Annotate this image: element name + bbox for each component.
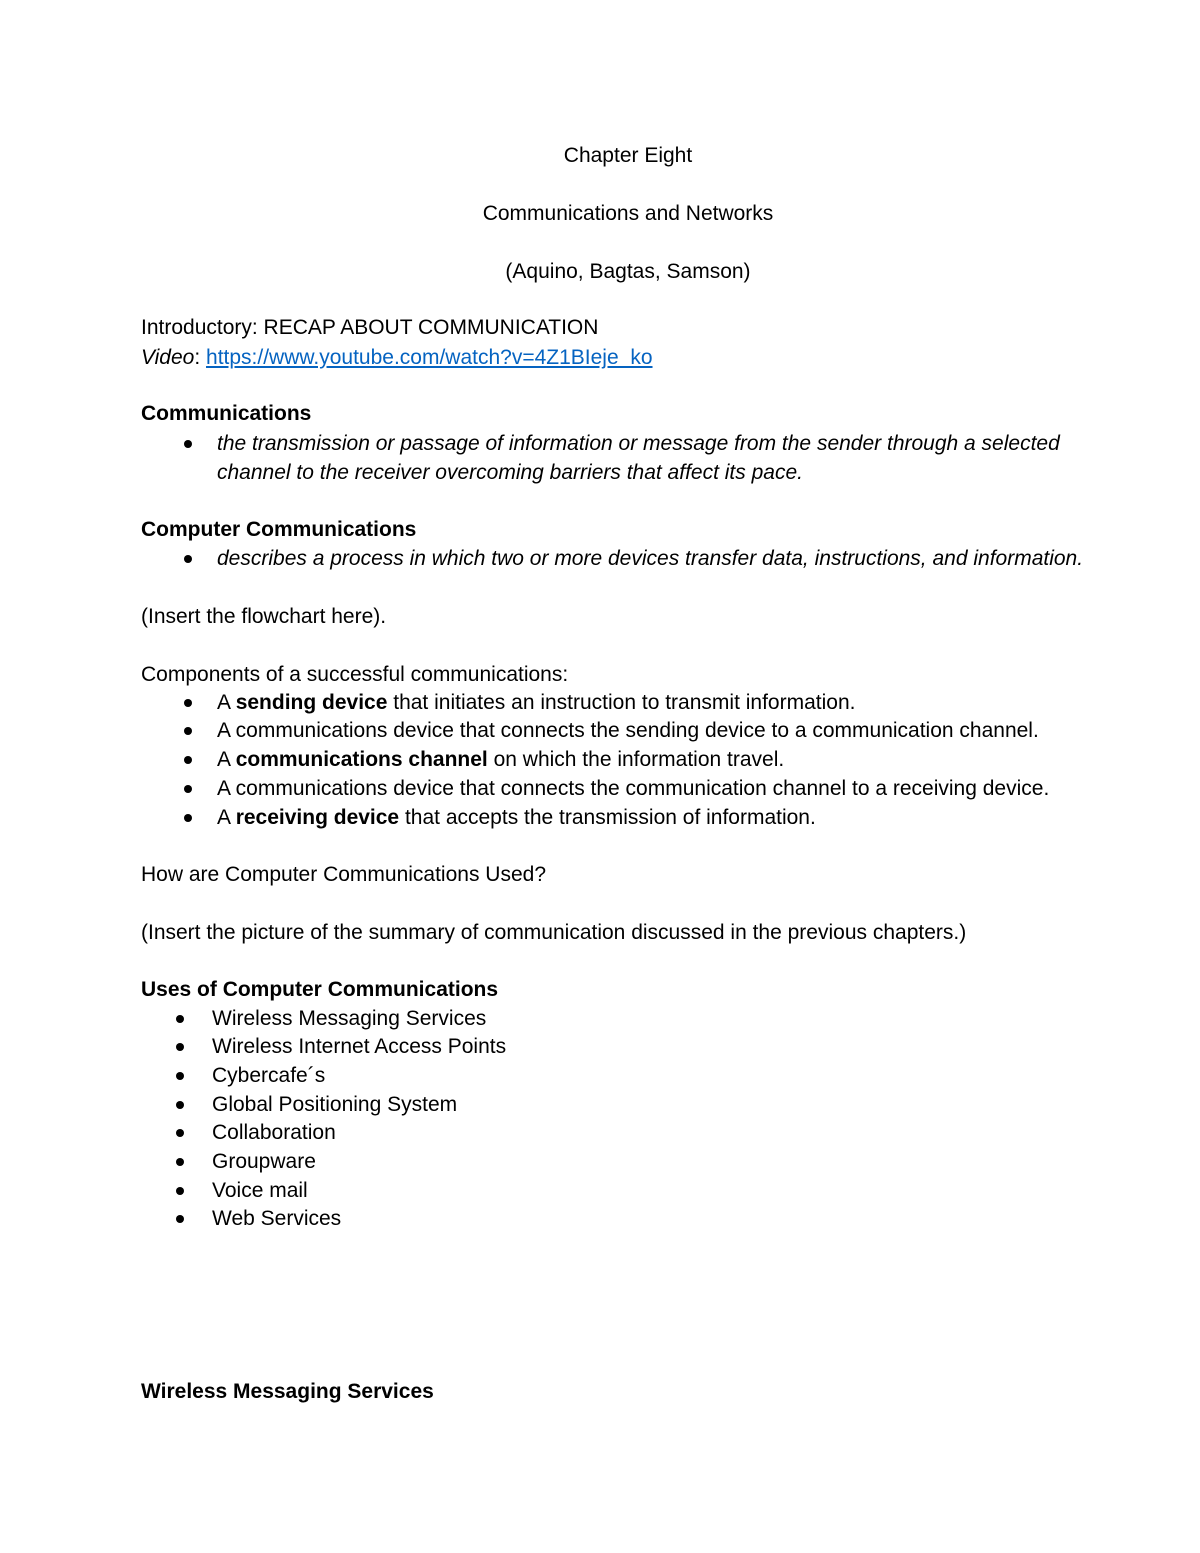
component-term: sending device [235,691,388,714]
chapter-authors: (Aquino, Bagtas, Samson) [505,260,751,283]
bullet-icon [184,785,192,793]
component-text: A [217,691,236,714]
bullet-icon [176,1015,184,1023]
picture-placeholder: (Insert the picture of the summary of communication discussed in the previous chapters.) [141,921,967,944]
video-link[interactable]: https://www.youtube.com/watch?v=4Z1BIeje_ko [206,346,653,369]
bullet-icon [184,727,192,735]
use-item: Groupware [212,1150,316,1173]
bullet-icon [176,1129,184,1137]
component-text: A [217,806,236,829]
component-term: communications channel [235,748,488,771]
component-item [217,804,816,832]
component-item [217,689,855,717]
uses-heading: Uses of Computer Communications [141,978,499,1001]
intro-label: Introductory: RECAP ABOUT COMMUNICATION [141,316,599,339]
bullet-icon [176,1158,184,1166]
bullet-icon [184,699,192,707]
component-item [217,746,784,774]
communications-definition-line1: the transmission or passage of information or message from the sender through a selected [217,432,1060,455]
use-item: Wireless Messaging Services [212,1007,487,1030]
use-item: Cybercafe´s [212,1064,326,1087]
use-item: Wireless Internet Access Points [212,1035,507,1058]
video-separator: : [194,346,207,369]
communications-heading: Communications [141,402,312,425]
component-term: receiving device [235,806,400,829]
use-item: Web Services [212,1207,342,1230]
communications-definition-line2: channel to the receiver overcoming barriers that affect its pace. [217,461,803,484]
component-text: A communications device that connects the communication channel to a receiving device. [217,777,1050,800]
computer-communications-heading: Computer Communications [141,518,417,541]
component-text: that accepts the transmission of information. [399,806,816,829]
use-item: Global Positioning System [212,1093,458,1116]
bullet-icon [176,1215,184,1223]
use-item: Collaboration [212,1121,336,1144]
bullet-icon [176,1101,184,1109]
bullet-icon [184,756,192,764]
flowchart-placeholder: (Insert the flowchart here). [141,605,387,628]
chapter-subject: Communications and Networks [482,202,774,225]
bullet-icon [176,1043,184,1051]
bullet-icon [176,1187,184,1195]
component-text: A [217,748,236,771]
bullet-icon [184,814,192,822]
wireless-messaging-heading: Wireless Messaging Services [141,1380,434,1403]
chapter-title: Chapter Eight [563,144,693,167]
component-text: that initiates an instruction to transmit information. [387,691,856,714]
components-intro: Components of a successful communications: [141,663,569,686]
bullet-icon [176,1072,184,1080]
use-item: Voice mail [212,1179,308,1202]
component-item [217,717,1039,745]
video-line [141,344,653,372]
video-label: Video [141,346,195,369]
component-text: A communications device that connects the sending device to a communication channel. [217,719,1039,742]
how-used-question: How are Computer Communications Used? [141,863,546,886]
component-text: on which the information travel. [487,748,785,771]
bullet-icon [184,440,192,448]
component-item [217,775,1049,803]
bullet-icon [184,555,192,563]
computer-communications-definition: describes a process in which two or more devices transfer data, instructions, and information. [217,547,1084,570]
